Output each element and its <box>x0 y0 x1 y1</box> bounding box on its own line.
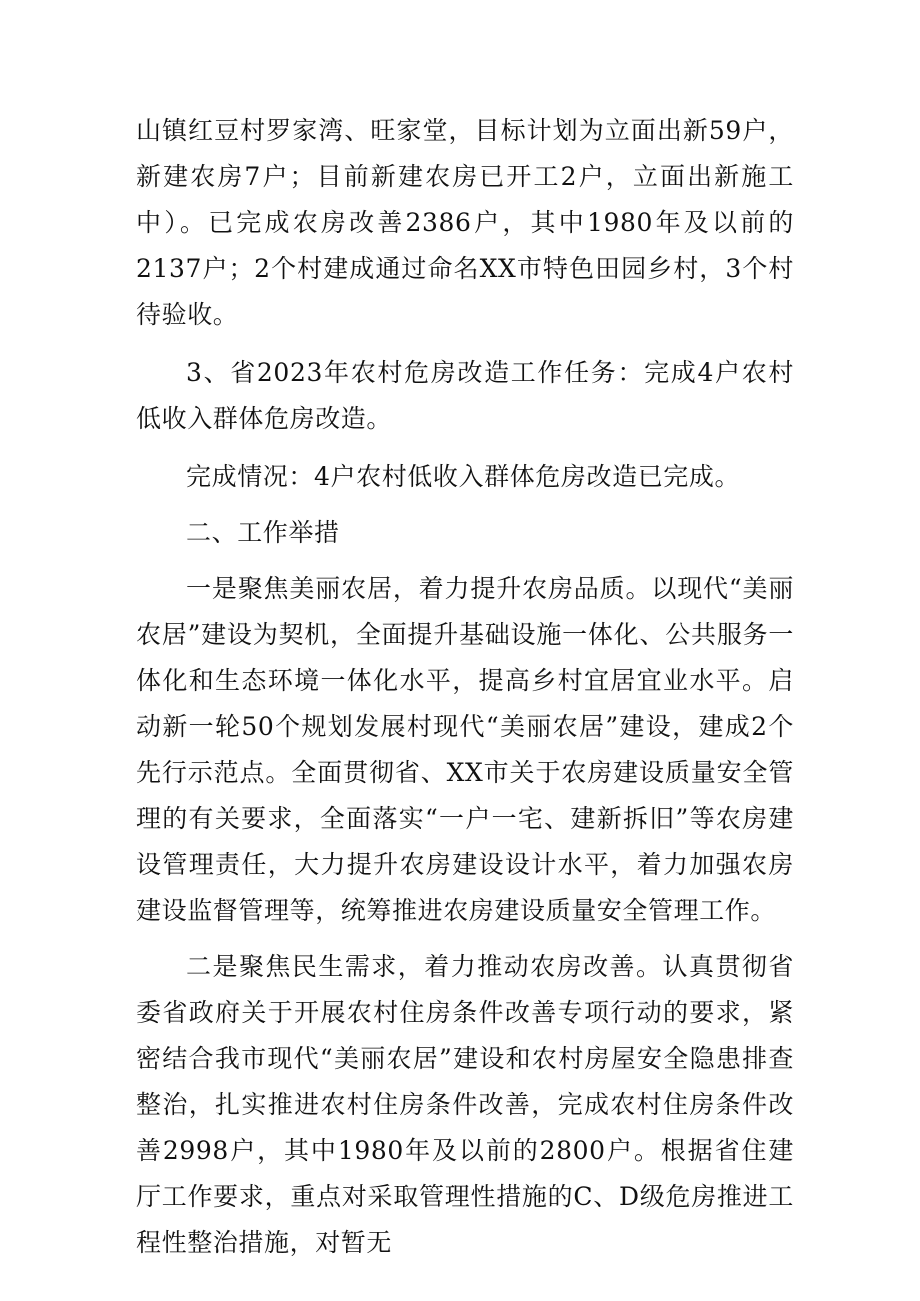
paragraph-completion-status: 完成情况：4户农村低收入群体危房改造已完成。 <box>186 462 741 491</box>
paragraph-progress-summary: 山镇红豆村罗家湾、旺家堂，目标计划为立面出新59户，新建农房7户；目前新建农房已开工2户，立面出新施工中）。已完成农房改善2386户，其中1980年及以前的2137户；2个村建成通过命名XX市特色田园乡村，3个村待验收。 <box>136 116 794 329</box>
section-heading-work-measures: 二、工作举措 <box>186 518 340 547</box>
paragraph-provincial-task: 3、省2023年农村危房改造工作任务：完成4户农村低收入群体危房改造。 <box>136 358 794 433</box>
document-body <box>136 108 794 1266</box>
paragraph-measure-two: 二是聚焦民生需求，着力推动农房改善。认真贯彻省委省政府关于开展农村住房条件改善专项行动的要求，紧密结合我市现代“美丽农居”建设和农村房屋安全隐患排查整治，扎实推进农村住房条件改善，完成农村住房条件改善2998户，其中1980年及以前的2800户。根据省住建厅工作要求，重点对采取管理性措施的C、D级危房推进工程性整治措施，对暂无 <box>136 952 794 1257</box>
paragraph-measure-one: 一是聚焦美丽农居，着力提升农房品质。以现代“美丽农居”建设为契机，全面提升基础设施一体化、公共服务一体化和生态环境一体化水平，提高乡村宜居宜业水平。启动新一轮50个规划发展村现代“美丽农居”建设，建成2个先行示范点。全面贯彻省、XX市关于农房建设质量安全管理的有关要求，全面落实“一户一宅、建新拆旧”等农房建设管理责任，大力提升农房建设设计水平，着力加强农房建设监督管理等，统筹推进农房建设质量安全管理工作。 <box>136 574 794 925</box>
